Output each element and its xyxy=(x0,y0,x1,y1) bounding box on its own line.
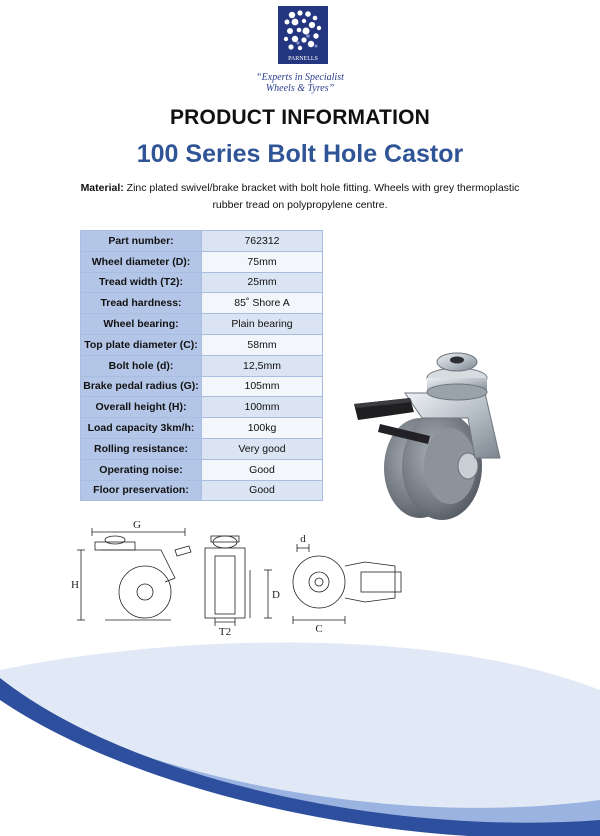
spec-table xyxy=(80,230,323,501)
spec-value: 25mm xyxy=(202,272,323,293)
spec-row xyxy=(81,293,323,314)
dim-c-label: C xyxy=(315,623,323,635)
spec-row xyxy=(81,397,323,418)
brand-name: PARNELLS xyxy=(288,56,318,62)
spec-row xyxy=(81,459,323,480)
spec-row xyxy=(81,418,323,439)
parnells-logo xyxy=(278,6,328,64)
spec-row xyxy=(81,438,323,459)
spec-row xyxy=(81,334,323,355)
spec-row xyxy=(81,251,323,272)
material-label: Material: xyxy=(80,182,124,194)
spec-label: Load capacity 3km/h: xyxy=(81,418,202,439)
spec-label: Brake pedal radius (G): xyxy=(81,376,202,397)
spec-row xyxy=(81,314,323,335)
material-description xyxy=(80,180,520,214)
castor-product-image xyxy=(350,338,540,528)
spec-label: Floor preservation: xyxy=(81,480,202,501)
dim-h-label: H xyxy=(71,579,79,591)
spec-label: Top plate diameter (C): xyxy=(81,334,202,355)
spec-row xyxy=(81,376,323,397)
spec-value: Very good xyxy=(202,438,323,459)
spec-value: 100mm xyxy=(202,397,323,418)
spec-label: Wheel diameter (D): xyxy=(81,251,202,272)
spec-value: 105mm xyxy=(202,376,323,397)
material-text: Zinc plated swivel/brake bracket with bolt hole fitting. Wheels with grey thermoplastic rubber tread on polypropylene centre. xyxy=(123,182,520,211)
spec-label: Rolling resistance: xyxy=(81,438,202,459)
spec-row xyxy=(81,355,323,376)
spec-label: Tread hardness: xyxy=(81,293,202,314)
spec-value: 12,5mm xyxy=(202,355,323,376)
spec-label: Bolt hole (d): xyxy=(81,355,202,376)
spec-value: 58mm xyxy=(202,334,323,355)
spec-value: Good xyxy=(202,459,323,480)
spec-value: 762312 xyxy=(202,231,323,252)
spec-label: Part number: xyxy=(81,231,202,252)
product-title: 100 Series Bolt Hole Castor xyxy=(136,140,464,168)
spec-label: Wheel bearing: xyxy=(81,314,202,335)
tagline-line-2: Wheels & Tyres” xyxy=(265,83,335,94)
tagline xyxy=(230,72,370,94)
spec-label: Tread width (T2): xyxy=(81,272,202,293)
spec-row xyxy=(81,480,323,501)
spec-row xyxy=(81,231,323,252)
spec-row xyxy=(81,272,323,293)
spec-value: 85˚ Shore A xyxy=(202,293,323,314)
tagline-line-1: “Experts in Specialist xyxy=(256,72,344,83)
dim-d-small-label: d xyxy=(300,533,306,545)
spec-value: 100kg xyxy=(202,418,323,439)
spec-label: Operating noise: xyxy=(81,459,202,480)
document-title: PRODUCT INFORMATION xyxy=(169,106,431,129)
spec-value: Plain bearing xyxy=(202,314,323,335)
footer-swoosh xyxy=(0,630,600,836)
dim-g-label: G xyxy=(133,520,141,531)
spec-value: Good xyxy=(202,480,323,501)
technical-drawings xyxy=(65,520,445,640)
dim-d-label: D xyxy=(272,589,280,601)
spec-value: 75mm xyxy=(202,251,323,272)
dim-t2-label: T2 xyxy=(218,626,232,638)
spec-label: Overall height (H): xyxy=(81,397,202,418)
